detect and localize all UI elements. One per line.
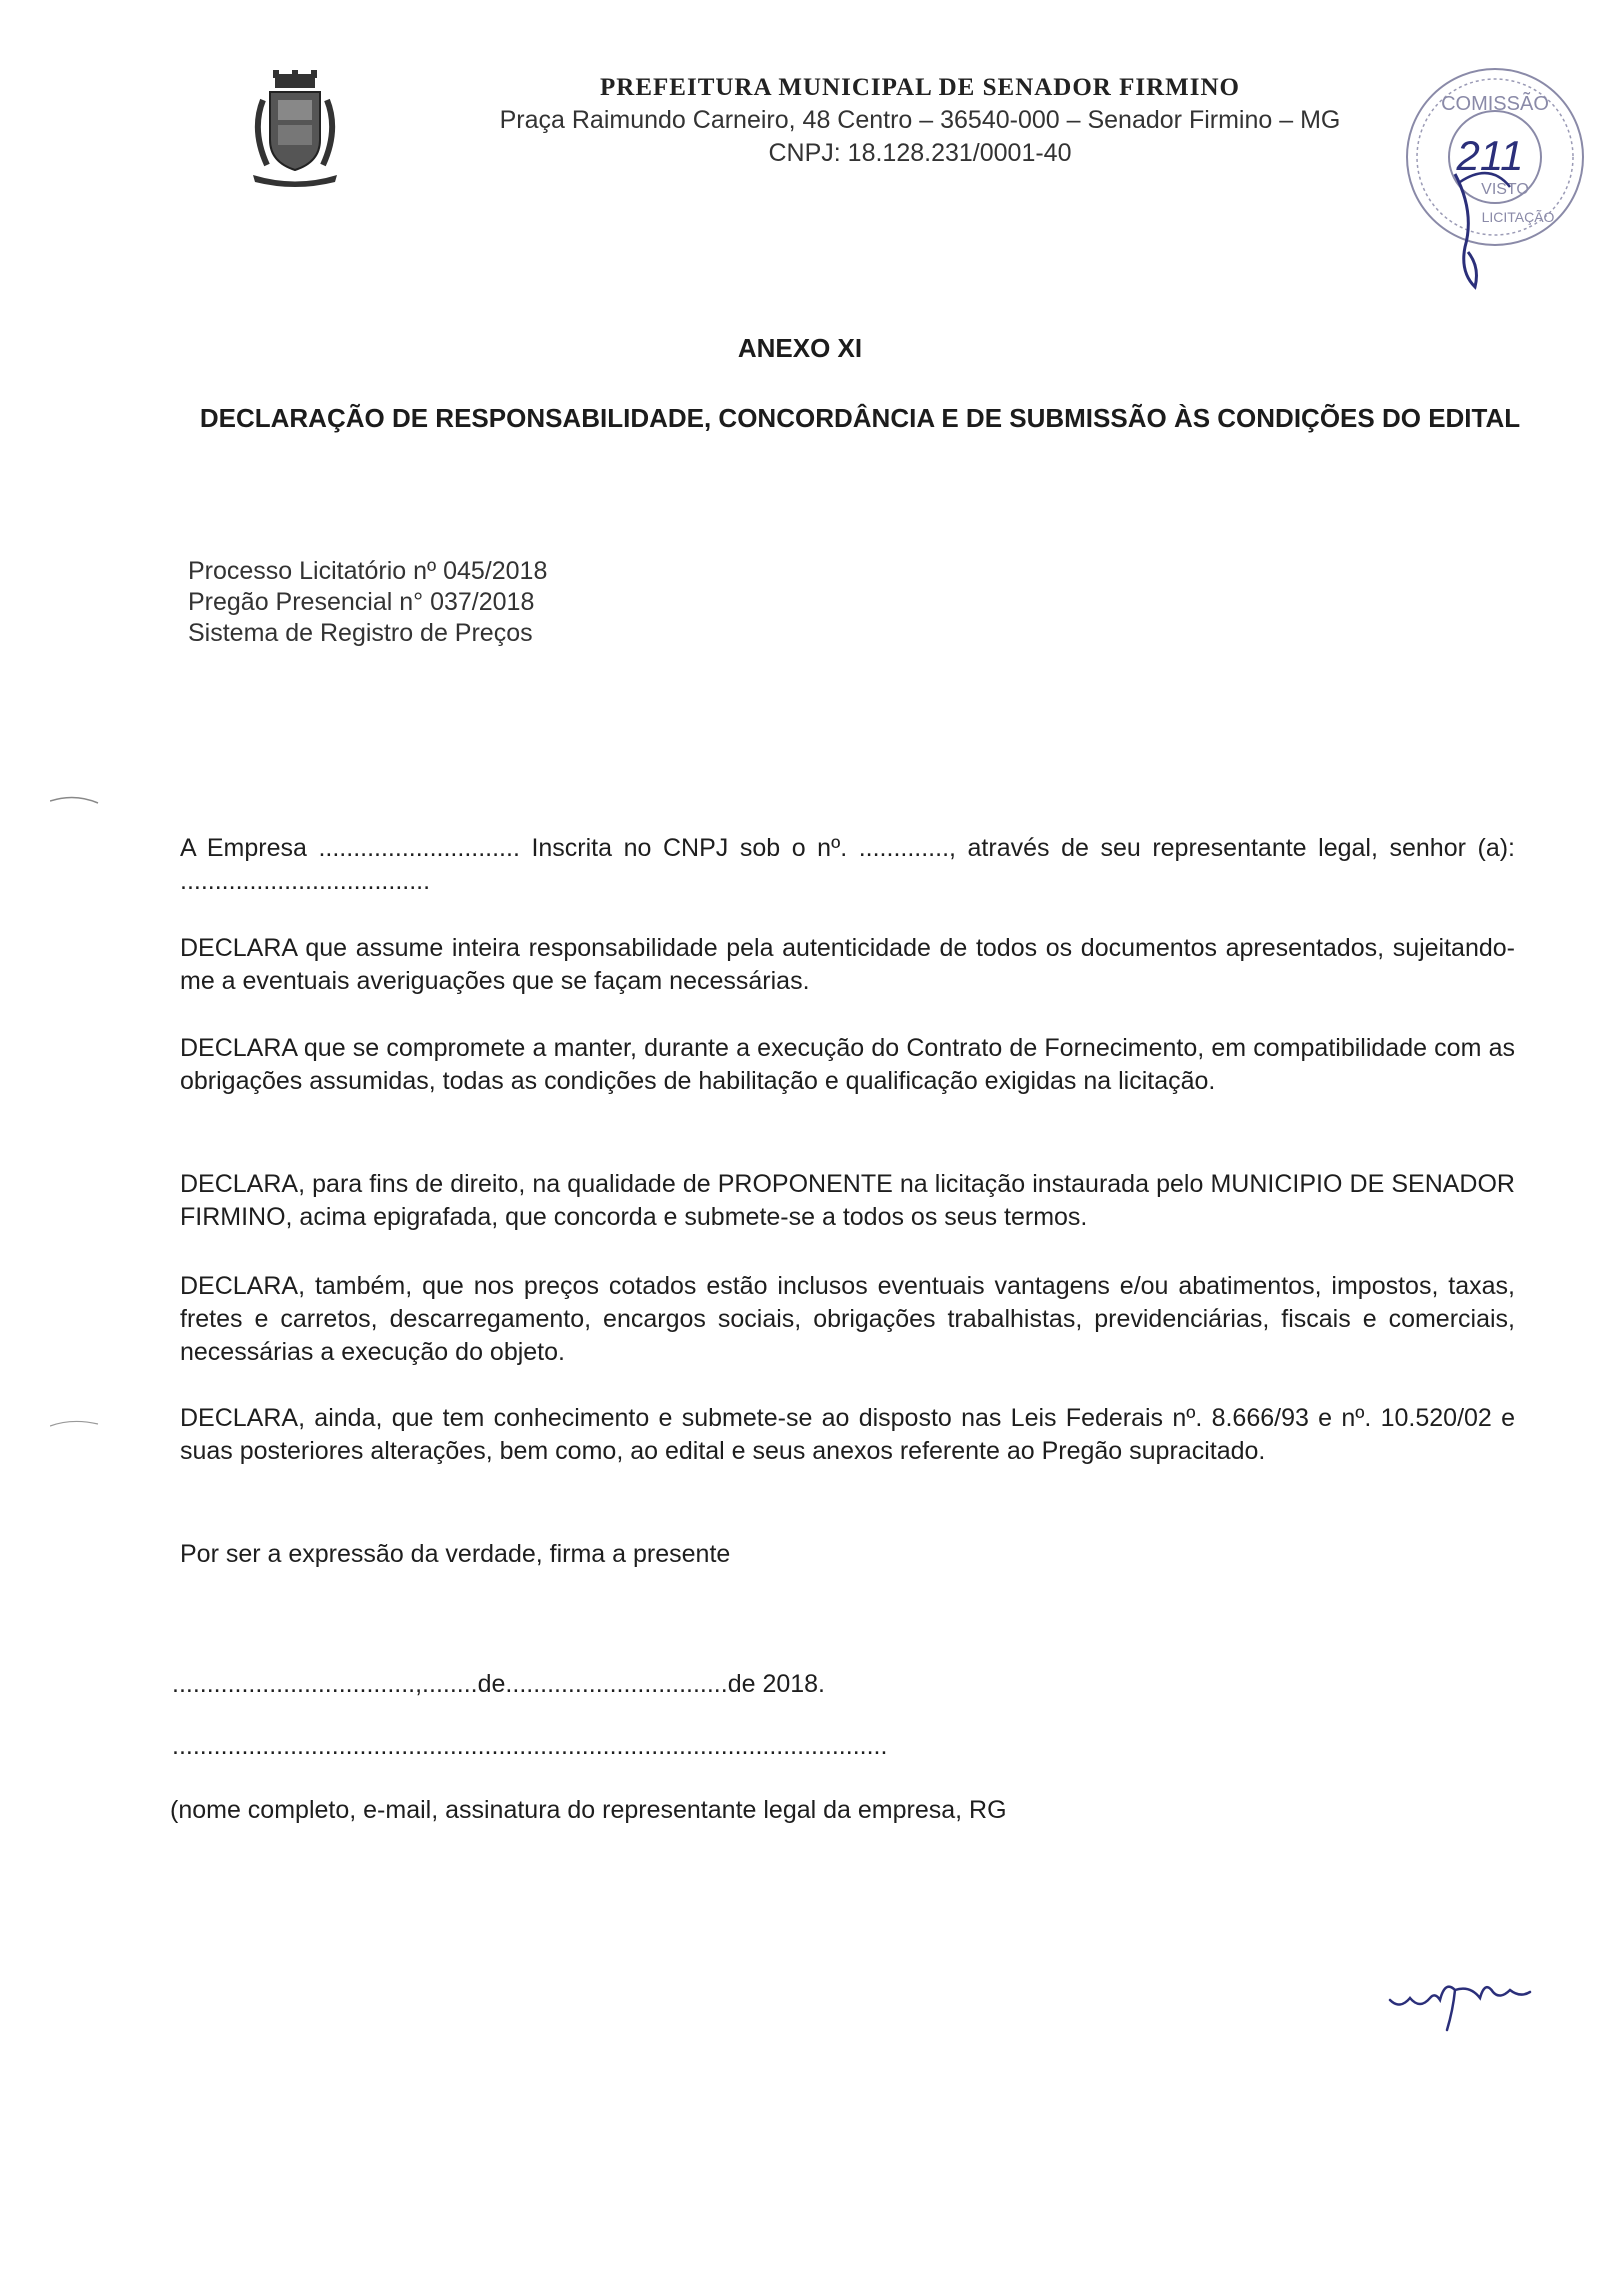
handwritten-initials: [1385, 1970, 1545, 2040]
org-address: Praça Raimundo Carneiro, 48 Centro – 36540-000 – Senador Firmino – MG: [499, 106, 1341, 134]
signature-caption: (nome completo, e-mail, assinatura do representante legal da empresa, RG: [170, 1796, 1007, 1824]
declaration-compliance: DECLARA que se compromete a manter, durante a execução do Contrato de Fornecimento, em compatibilidade com as obrigações assumidas, todas as condições de habilitação e qualificação exigidas na licitação.: [180, 1034, 1515, 1095]
commission-stamp: [1400, 62, 1590, 302]
org-name: PREFEITURA MUNICIPAL DE SENADOR FIRMINO: [600, 74, 1240, 101]
signature-line: .......................................................................................................: [172, 1732, 888, 1760]
scan-mark: [50, 793, 100, 807]
company-identification-paragraph: A Empresa ............................. Inscrita no CNPJ sob o nº. ............., através de seu representante legal, senhor (a): ....................................: [180, 834, 1515, 895]
org-cnpj: CNPJ: 18.128.231/0001-40: [768, 139, 1072, 167]
declaration-agreement: DECLARA, para fins de direito, na qualidade de PROPONENTE na licitação instaurada pelo MUNICIPIO DE SENADOR FIRMINO, acima epigrafada, que concorda e submete-se a todos os seus termos.: [180, 1170, 1515, 1231]
stamp-text-top: COMISSÃO: [1441, 93, 1549, 115]
declaration-authenticity: DECLARA que assume inteira responsabilidade pela autenticidade de todos os documentos apresentados, sujeitando-me a eventuais averiguações que se façam necessárias.: [180, 934, 1515, 995]
process-info: [188, 556, 547, 649]
stamp-text-bottom: LICITAÇÃO: [1481, 209, 1555, 225]
closing-statement: Por ser a expressão da verdade, firma a presente: [180, 1540, 731, 1568]
date-line: ...................................,........de................................de 2018.: [172, 1670, 826, 1698]
pregao-number: Pregão Presencial n° 037/2018: [188, 588, 535, 616]
declaration-title: DECLARAÇÃO DE RESPONSABILIDADE, CONCORDÂNCIA E DE SUBMISSÃO ÀS CONDIÇÕES DO EDITAL: [199, 403, 1521, 433]
stamp-number: 211: [1456, 132, 1524, 179]
stamp-text-mid: VISTO: [1481, 181, 1529, 198]
letterhead: [440, 74, 1400, 168]
scan-mark: [50, 1416, 100, 1430]
annex-title: ANEXO XI: [737, 333, 863, 363]
declaration-laws: DECLARA, ainda, que tem conhecimento e submete-se ao disposto nas Leis Federais nº. 8.666/93 e nº. 10.520/02 e suas posteriores alterações, bem como, ao edital e seus anexos referente ao Pregão supracitado.: [180, 1404, 1515, 1465]
registry-system: Sistema de Registro de Preços: [188, 619, 533, 647]
declaration-prices: DECLARA, também, que nos preços cotados estão inclusos eventuais vantagens e/ou abatimentos, impostos, taxas, fretes e carretos, descarregamento, encargos sociais, obrigações trabalhistas, previdenciárias, fiscais e comerciais, necessárias a execução do objeto.: [180, 1272, 1515, 1366]
process-number: Processo Licitatório nº 045/2018: [188, 557, 548, 585]
municipal-crest-logo: [245, 70, 345, 190]
